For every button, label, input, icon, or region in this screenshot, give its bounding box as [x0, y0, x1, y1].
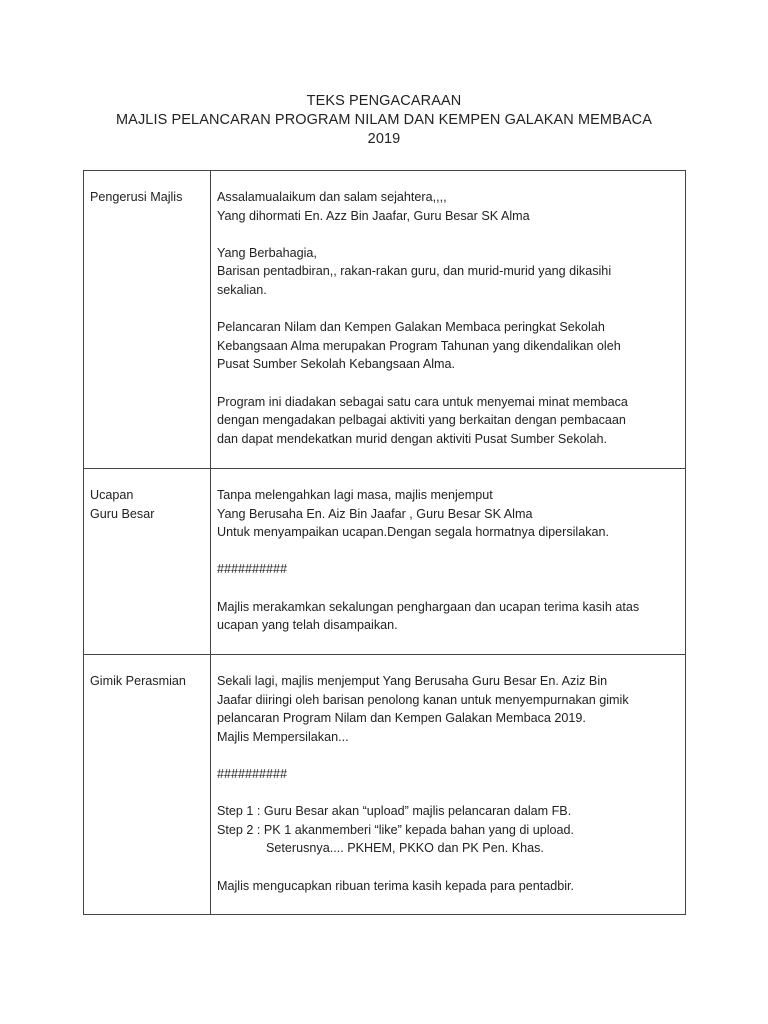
paragraph-gap: [217, 858, 679, 877]
title-line-1: TEKS PENGACARAAN: [306, 93, 462, 109]
content-line: Tanpa melengahkan lagi masa, majlis menjemput: [217, 488, 493, 502]
step-line: Step 2 : PK 1 akanmemberi “like” kepada bahan yang di upload.: [217, 822, 575, 837]
role-label: Ucapan: [90, 488, 134, 502]
paragraph-gap: [217, 746, 679, 765]
content-line: Majlis mengucapkan ribuan terima kasih kepada para pentadbir.: [217, 878, 575, 893]
title-line-3: 2019: [367, 131, 401, 147]
content-line: Yang Berusaha En. Aiz Bin Jaafar , Guru Besar SK Alma: [217, 506, 533, 521]
content-line: ucapan yang telah disampaikan.: [217, 618, 398, 633]
content-line: Program ini diadakan sebagai satu cara untuk menyemai minat membaca: [217, 394, 628, 409]
content-line: Majlis merakamkan sekalungan penghargaan dan ucapan terima kasih atas: [217, 599, 640, 614]
content-line: dan dapat mendekatkan murid dengan aktiviti Pusat Sumber Sekolah.: [217, 431, 607, 446]
role-cell: [84, 171, 211, 469]
content-line: Pusat Sumber Sekolah Kebangsaan Alma.: [217, 357, 456, 372]
paragraph-gap: [217, 542, 679, 561]
title-line-2: MAJLIS PELANCARAN PROGRAM NILAM DAN KEMPEN GALAKAN MEMBACA: [116, 112, 652, 128]
role-cell: [84, 655, 211, 915]
separator-text: ##########: [217, 766, 288, 781]
content-line: Barisan pentadbiran,, rakan-rakan guru, dan murid-murid yang dikasihi: [217, 264, 612, 279]
document-title: [0, 92, 768, 149]
content-line: Majlis Mempersilakan...: [217, 729, 349, 744]
role-cell: [84, 469, 211, 655]
content-cell: [211, 655, 686, 915]
paragraph-gap: [217, 579, 679, 598]
content-line: Assalamualaikum dan salam sejahtera,,,,: [217, 190, 447, 204]
content-cell: [211, 469, 686, 655]
content-line: Jaafar diiringi oleh barisan penolong kanan untuk menyempurnakan gimik: [217, 692, 629, 707]
role-label: Guru Besar: [90, 506, 155, 521]
role-label: Gimik Perasmian: [90, 674, 186, 688]
table-row: [84, 171, 686, 469]
table-row: [84, 469, 686, 655]
script-table: [83, 170, 686, 915]
content-cell: [211, 171, 686, 469]
paragraph-gap: [217, 784, 679, 803]
content-line: Sekali lagi, majlis menjemput Yang Berusaha Guru Besar En. Aziz Bin: [217, 674, 608, 688]
content-line: Kebangsaan Alma merupakan Program Tahunan yang dikendalikan oleh: [217, 338, 621, 353]
step-line: Step 1 : Guru Besar akan “upload” majlis pelancaran dalam FB.: [217, 804, 572, 819]
content-line: sekalian.: [217, 282, 267, 297]
separator-text: ##########: [217, 562, 288, 577]
content-line: Untuk menyampaikan ucapan.Dengan segala hormatnya dipersilakan.: [217, 525, 610, 540]
content-line: Yang Berbahagia,: [217, 245, 317, 260]
role-label: Pengerusi Majlis: [90, 190, 183, 204]
paragraph-gap: [217, 374, 679, 393]
content-line: Yang dihormati En. Azz Bin Jaafar, Guru Besar SK Alma: [217, 208, 530, 223]
content-line: pelancaran Program Nilam dan Kempen Galakan Membaca 2019.: [217, 711, 586, 726]
content-line: Pelancaran Nilam dan Kempen Galakan Membaca peringkat Sekolah: [217, 320, 605, 335]
paragraph-gap: [217, 300, 679, 319]
table-row: [84, 655, 686, 915]
step-continuation: Seterusnya.... PKHEM, PKKO dan PK Pen. Khas.: [266, 841, 544, 856]
content-line: dengan mengadakan pelbagai aktiviti yang berkaitan dengan pembacaan: [217, 413, 626, 428]
paragraph-gap: [217, 225, 679, 244]
